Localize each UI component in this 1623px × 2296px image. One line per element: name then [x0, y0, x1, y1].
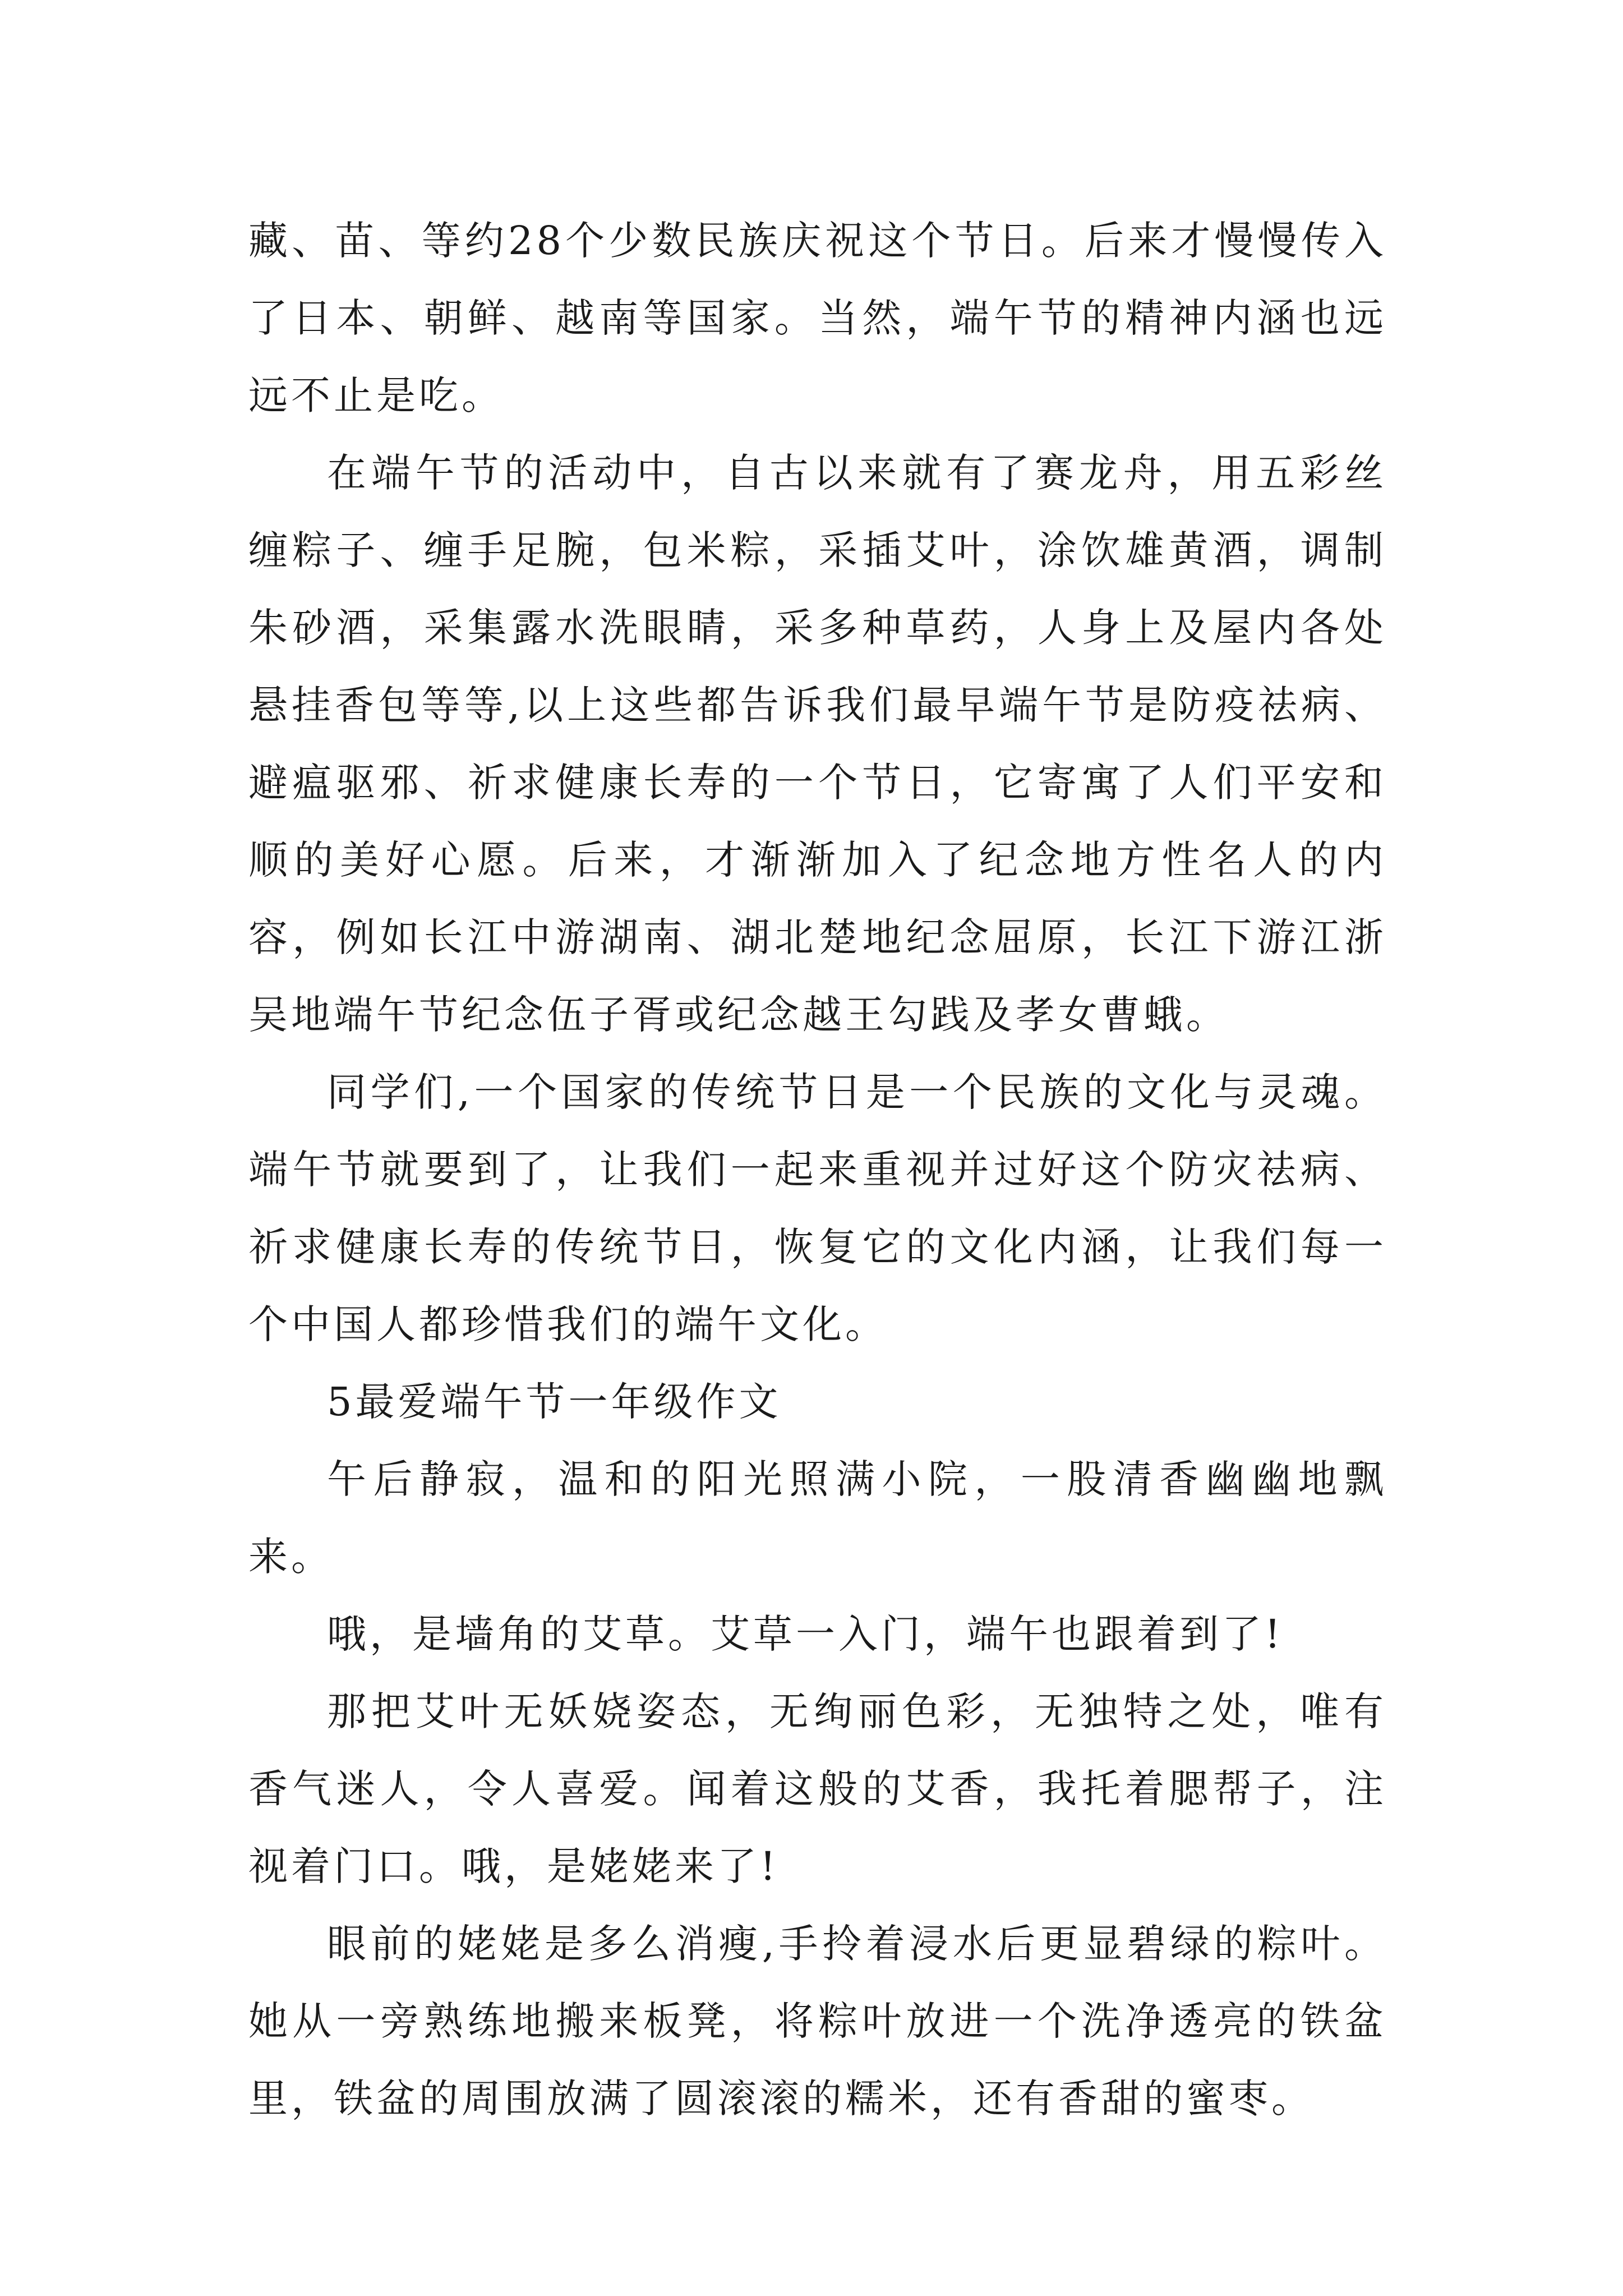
paragraph-2: 在端午节的活动中，自古以来就有了赛龙舟，用五彩丝缠粽子、缠手足腕，包米粽，采插艾叶，涂饮雄黄酒，调制朱砂酒，采集露水洗眼睛，采多种草药，人身上及屋内各处悬挂香包等等,以上这些都告诉我们最早端午节是防疫祛病、避瘟驱邪、祈求健康长寿的一个节日，它寄寓了人们平安和顺的美好心愿。后来，才渐渐加入了纪念地方性名人的内容，例如长江中游湖南、湖北楚地纪念屈原，长江下游江浙吴地端午节纪念伍子胥或纪念越王勾践及孝女曹蛾。	[248, 450, 1387, 1038]
section-heading: 5最爱端午节一年级作文	[327, 1379, 782, 1425]
essay-paragraph-1: 午后静寂，温和的阳光照满小院，一股清香幽幽地飘来。	[248, 1456, 1387, 1580]
paragraph-3: 同学们,一个国家的传统节日是一个民族的文化与灵魂。端午节就要到了，让我们一起来重视并过好这个防灾祛病、祈求健康长寿的传统节日，恢复它的文化内涵，让我们每一个中国人都珍惜我们的端午文化。	[248, 1069, 1387, 1347]
document-body	[248, 202, 1387, 2137]
essay-paragraph-4: 眼前的姥姥是多么消瘦,手拎着浸水后更显碧绿的粽叶。她从一旁熟练地搬来板凳，将粽叶放进一个洗净透亮的铁盆里，铁盆的周围放满了圆滚滚的糯米，还有香甜的蜜枣。	[248, 1921, 1387, 2122]
essay-paragraph-2: 哦，是墙角的艾草。艾草一入门，端午也跟着到了!	[327, 1611, 1284, 1657]
essay-paragraph-3: 那把艾叶无妖娆姿态，无绚丽色彩，无独特之处，唯有香气迷人，令人喜爱。闻着这般的艾香，我托着腮帮子，注视着门口。哦，是姥姥来了!	[248, 1688, 1387, 1889]
paragraph-1: 藏、苗、等约28个少数民族庆祝这个节日。后来才慢慢传入了日本、朝鲜、越南等国家。当然，端午节的精神内涵也远远不止是吃。	[248, 218, 1387, 418]
